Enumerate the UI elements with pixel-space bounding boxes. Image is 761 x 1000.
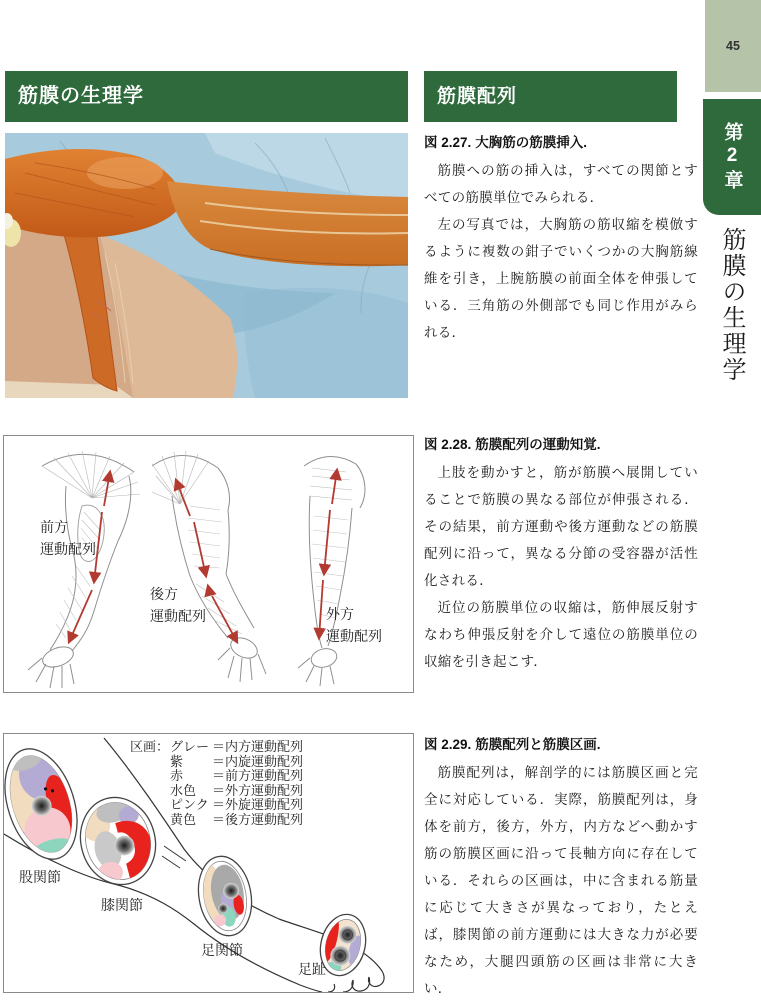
arm-posterior-drawing: [152, 451, 266, 682]
legend-row: 紫 ＝内旋運動配列: [170, 753, 304, 769]
legend-row: ピンク ＝外旋運動配列: [170, 797, 304, 813]
fig227-text-block: [424, 133, 698, 346]
sidebar-chapter-title: 筋膜の生理学: [718, 227, 745, 383]
pectoral-dissection-photo: [5, 133, 408, 398]
fig227-caption-label: 図 2.27.: [424, 135, 472, 150]
label-hip-joint: 股関節: [19, 869, 61, 885]
fig229-caption: [424, 735, 698, 754]
label-anterior-line1: 前方: [40, 519, 68, 535]
page-number: 45: [726, 39, 740, 53]
fig228-caption-label: 図 2.28.: [424, 437, 472, 452]
compartment-color-legend: [130, 740, 303, 828]
legend-row: 黄色 ＝後方運動配列: [170, 811, 304, 827]
label-anterior-line2: 運動配列: [40, 541, 96, 557]
fig228-paragraph: 近位の筋膜単位の収縮は，筋伸展反射すなわち伸張反射を介して遠位の筋膜単位の収縮を引き起こす．: [424, 600, 698, 669]
section-header-left: 筋膜の生理学: [5, 71, 408, 122]
fig229-paragraph: 筋膜配列は，解剖学的には筋膜区画と完全に対応している．実際，筋膜配列は，身体を前方，後方，外方，内方などへ動かす筋の筋膜区画に沿って長軸方向に存在している．それらの区画は，中に含まれる筋量に応じて大きさが異なっており，たとえば，膝関節の前方運動には大きな力が必要なため，大腿四頭筋の区画は非常に大きい．: [424, 765, 698, 996]
fig227-caption-title: 大胸筋の筋膜挿入.: [475, 135, 588, 150]
fig227-caption: [424, 133, 698, 152]
fig229-caption-label: 図 2.29.: [424, 737, 472, 752]
fig228-caption: [424, 435, 698, 454]
fig228-text-block: [424, 435, 698, 675]
label-knee-joint: 膝関節: [101, 897, 143, 913]
fascial-sequences-arms-drawing: [4, 436, 413, 692]
fig228-paragraph: 上肢を動かすと，筋が筋膜へ展開していることで筋膜の異なる部位が伸張される．その結果，前方運動や後方運動などの筋膜配列に沿って，異なる分節の受容器が活性化される．: [424, 465, 698, 588]
legend-row: 区画： グレー ＝内方運動配列: [130, 739, 304, 754]
fig228-caption-title: 筋膜配列の運動知覚.: [475, 437, 601, 452]
fig227-paragraph: 筋膜への筋の挿入は，すべての関節とすべての筋膜単位でみられる．: [424, 163, 698, 205]
legend-prefix: 区画：: [130, 739, 170, 754]
label-lateral-line1: 外方: [326, 606, 354, 622]
hip-cross-section: [4, 740, 90, 869]
legend-row: 赤 ＝前方運動配列: [170, 768, 304, 784]
ankle-cross-section: [192, 852, 257, 940]
label-posterior-line1: 後方: [150, 586, 178, 602]
fig229-text-block: [424, 735, 698, 1000]
arm-anterior-drawing: [28, 451, 140, 688]
arm-lateral-drawing: [298, 456, 365, 686]
arm-anterior-arrows: [69, 472, 110, 642]
label-posterior-line2: 運動配列: [150, 608, 206, 624]
page-number-box: [705, 0, 761, 92]
label-toes: 足趾: [298, 961, 326, 977]
label-ankle-joint: 足関節: [201, 942, 243, 958]
fig228-illustration-box: [3, 435, 414, 693]
label-lateral-line2: 運動配列: [326, 628, 382, 644]
chapter-tab: [703, 99, 761, 215]
fig229-caption-title: 筋膜配列と筋膜区画.: [475, 737, 601, 752]
fig229-illustration-box: [3, 733, 414, 993]
fig227-paragraph: 左の写真では，大胸筋の筋収縮を模倣するように複数の鉗子でいくつかの大胸筋線維を引き，上腕筋膜の前面全体を伸張している．三角筋の外側部でも同じ作用がみられる．: [424, 217, 698, 340]
chapter-tab-label: 第2章: [721, 121, 743, 193]
legend-row: 水色 ＝外方運動配列: [170, 782, 304, 798]
section-header-right: 筋膜配列: [424, 71, 677, 122]
